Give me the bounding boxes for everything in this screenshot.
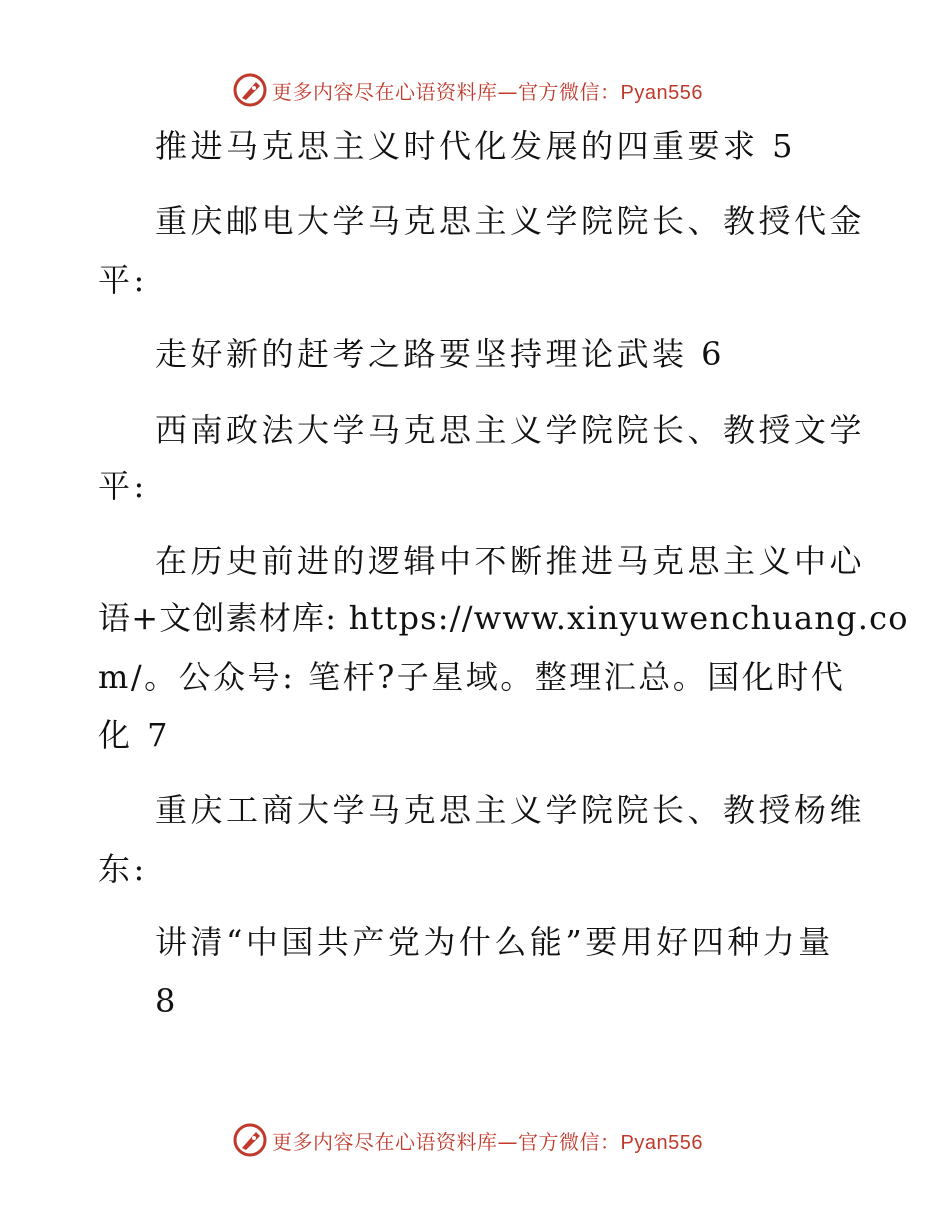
footer-banner-text: 更多内容尽在心语资料库—官方微信：Pyan556 bbox=[272, 1129, 703, 1154]
body-line-5: 西南政法大学马克思主义学院院长、教授文学 bbox=[155, 411, 866, 449]
pen-logo-icon bbox=[232, 1122, 268, 1158]
body-line-14: 8 bbox=[155, 982, 179, 1020]
body-line-2: 重庆邮电大学马克思主义学院院长、教授代金 bbox=[155, 202, 866, 240]
body-line-4: 走好新的赶考之路要坚持理论武装 6 bbox=[155, 335, 726, 373]
header-banner-text: 更多内容尽在心语资料库—官方微信：Pyan556 bbox=[272, 79, 703, 104]
footer-wechat-id: Pyan556 bbox=[620, 1131, 703, 1154]
body-line-3: 平: bbox=[98, 261, 148, 299]
pen-logo-icon bbox=[232, 72, 268, 108]
body-line-11: 重庆工商大学马克思主义学院院长、教授杨维 bbox=[155, 791, 866, 829]
body-line-12: 东: bbox=[98, 850, 148, 888]
header-banner bbox=[232, 70, 752, 110]
body-line-7: 在历史前进的逻辑中不断推进马克思主义中心 bbox=[155, 542, 866, 580]
footer-banner bbox=[232, 1120, 752, 1160]
body-line-13: 讲清“中国共产党为什么能”要用好四种力量 bbox=[155, 923, 834, 961]
body-line-8: 语+文创素材库: https://www.xinyuwenchuang.co bbox=[98, 599, 909, 637]
header-wechat-id: Pyan556 bbox=[620, 81, 703, 104]
body-line-9: m/。公众号: 笔杆?子星域。整理汇总。国化时代 bbox=[98, 658, 846, 696]
body-line-10: 化 7 bbox=[98, 716, 172, 754]
body-line-1: 推进马克思主义时代化发展的四重要求 5 bbox=[155, 127, 797, 165]
body-line-6: 平: bbox=[98, 467, 148, 505]
